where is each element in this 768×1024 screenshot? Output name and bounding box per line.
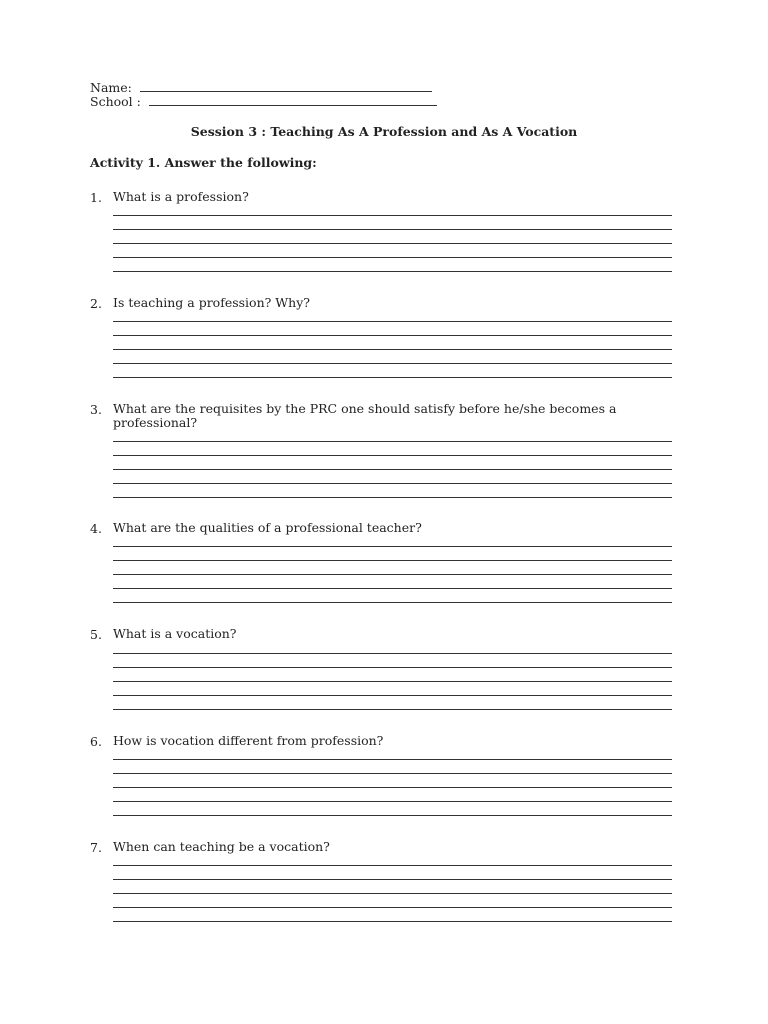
answer-line[interactable] [113, 695, 672, 696]
answer-line[interactable] [113, 574, 672, 575]
answer-line[interactable] [113, 681, 672, 682]
school-field-row [90, 94, 437, 109]
question-text: How is vocation different from profession? [113, 733, 384, 748]
session-title: Session 3 : Teaching As A Profession and As A Vocation [190, 124, 578, 139]
answer-line[interactable] [113, 773, 672, 774]
answer-line[interactable] [113, 653, 672, 654]
question-number: 5. [90, 627, 102, 642]
name-field-row [90, 80, 432, 95]
answer-line[interactable] [113, 377, 672, 378]
question-number: 4. [90, 521, 102, 536]
name-input-line[interactable] [140, 80, 432, 92]
answer-line[interactable] [113, 441, 672, 442]
answer-line[interactable] [113, 349, 672, 350]
school-input-line[interactable] [149, 94, 437, 106]
answer-line[interactable] [113, 257, 672, 258]
answer-line[interactable] [113, 469, 672, 470]
question-text: Is teaching a profession? Why? [113, 295, 310, 310]
answer-line[interactable] [113, 602, 672, 603]
answer-line[interactable] [113, 907, 672, 908]
question-number: 1. [90, 190, 102, 205]
answer-line[interactable] [113, 335, 672, 336]
answer-line[interactable] [113, 483, 672, 484]
question-number: 6. [90, 734, 102, 749]
activity-heading: Activity 1. Answer the following: [90, 155, 317, 170]
answer-line[interactable] [113, 229, 672, 230]
answer-line[interactable] [113, 497, 672, 498]
answer-line[interactable] [113, 759, 672, 760]
answer-line[interactable] [113, 709, 672, 710]
answer-line[interactable] [113, 879, 672, 880]
answer-line[interactable] [113, 921, 672, 922]
question-text: What is a vocation? [113, 626, 237, 641]
answer-line[interactable] [113, 865, 672, 866]
answer-line[interactable] [113, 588, 672, 589]
question-number: 7. [90, 840, 102, 855]
question-text: What is a profession? [113, 189, 249, 204]
answer-line[interactable] [113, 560, 672, 561]
question-text: What are the qualities of a professional teacher? [113, 520, 422, 535]
answer-line[interactable] [113, 801, 672, 802]
answer-line[interactable] [113, 893, 672, 894]
answer-line[interactable] [113, 271, 672, 272]
school-label: School : [90, 94, 141, 109]
question-text: When can teaching be a vocation? [113, 839, 330, 854]
answer-line[interactable] [113, 455, 672, 456]
answer-line[interactable] [113, 215, 672, 216]
answer-line[interactable] [113, 363, 672, 364]
answer-line[interactable] [113, 546, 672, 547]
name-label: Name: [90, 80, 132, 95]
answer-line[interactable] [113, 667, 672, 668]
question-number: 3. [90, 402, 102, 417]
answer-line[interactable] [113, 787, 672, 788]
answer-line[interactable] [113, 321, 672, 322]
answer-line[interactable] [113, 243, 672, 244]
question-text: What are the requisites by the PRC one should satisfy before he/she becomes a professional? [113, 401, 617, 430]
answer-line[interactable] [113, 815, 672, 816]
question-number: 2. [90, 296, 102, 311]
